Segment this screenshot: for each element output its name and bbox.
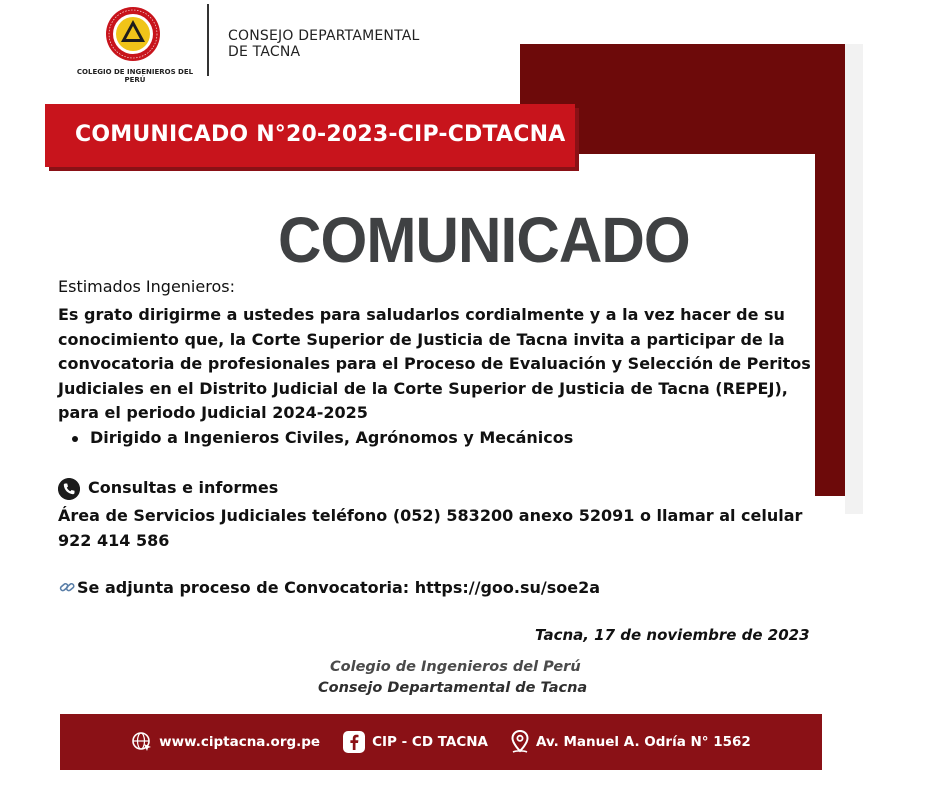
signature-line2: Consejo Departamental de Tacna: [318, 680, 588, 696]
council-name-line1: CONSEJO DEPARTAMENTAL: [228, 28, 420, 44]
facebook-icon: [342, 730, 366, 754]
bullet-dot: [72, 436, 78, 442]
phone-icon: [58, 478, 80, 500]
link-icon: [58, 578, 76, 596]
footer-website[interactable]: [131, 731, 320, 753]
decorative-frame-side: [815, 44, 845, 496]
frame-shadow: [845, 44, 863, 514]
signature-line1: Colegio de Ingenieros del Perú: [330, 659, 581, 675]
location-pin-icon: [510, 730, 530, 754]
footer-content: [60, 714, 822, 770]
address-text: Av. Manuel A. Odría N° 1562: [536, 734, 751, 750]
website-text: www.ciptacna.org.pe: [159, 734, 321, 750]
council-name-line2: DE TACNA: [228, 44, 301, 60]
facebook-text: CIP - CD TACNA: [372, 734, 488, 750]
bullet-item: Dirigido a Ingenieros Civiles, Agrónomos y Mecánicos: [90, 428, 574, 447]
attachment-link[interactable]: Se adjunta proceso de Convocatoria: https://goo.su/soe2a: [77, 578, 601, 597]
page-title: COMUNICADO: [278, 204, 690, 276]
greeting: Estimados Ingenieros:: [58, 277, 235, 296]
footer-address: [510, 730, 751, 754]
header-divider: [207, 4, 209, 76]
cip-seal-logo: [105, 6, 161, 62]
globe-cursor-icon: [131, 731, 153, 753]
banner-title: COMUNICADO N°20-2023-CIP-CDTACNA: [75, 122, 566, 147]
announcement-paragraph: Es grato dirigirme a ustedes para saludarlos cordialmente y a la vez hacer de su conocimiento que, la Corte Superior de Justicia de Tacna invita a participar de la convocatoria de profesionales para el Proceso de Evaluación y Selección de Peritos Judiciales en el Distrito Judicial de la Corte Superior de Justicia de Tacna (REPEJ), para el periodo Judicial 2024-2025: [58, 305, 811, 422]
consultas-label: Consultas e informes: [88, 478, 279, 497]
council-name: [228, 28, 420, 60]
footer-facebook[interactable]: [342, 730, 488, 754]
seal-caption: COLEGIO DE INGENIEROS DEL PERÚ: [76, 68, 194, 84]
date-line: Tacna, 17 de noviembre de 2023: [535, 626, 810, 644]
contact-info: Área de Servicios Judiciales teléfono (052) 583200 anexo 52091 o llamar al celular 922 414 586: [58, 506, 803, 550]
